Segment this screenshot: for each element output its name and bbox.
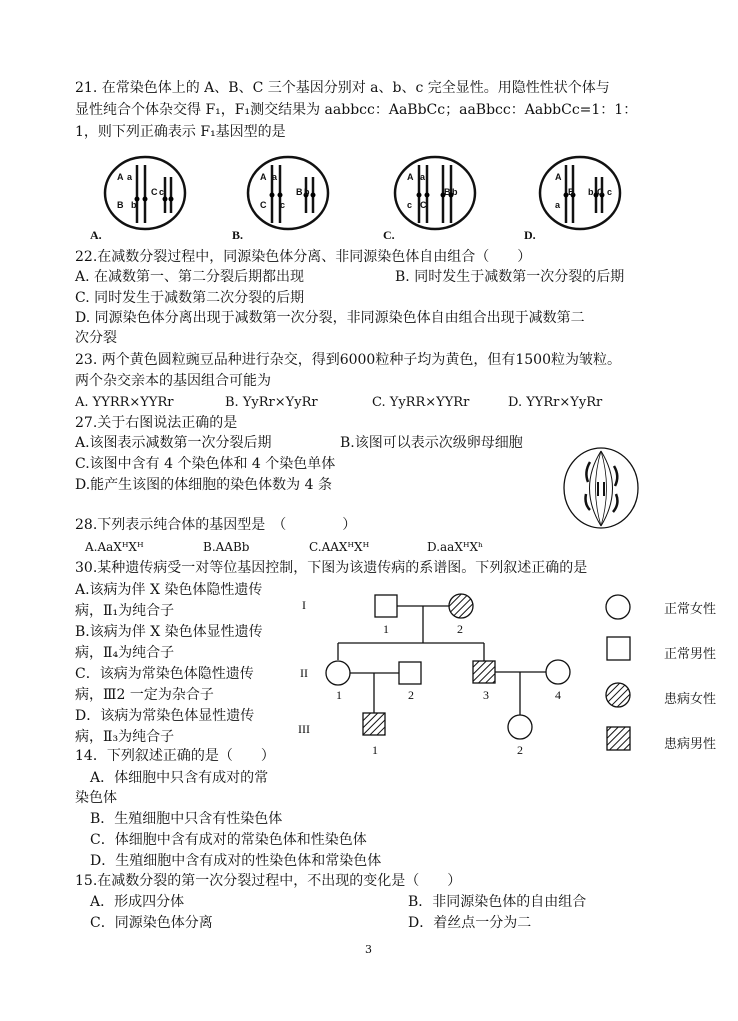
q14-option-a: A．体细胞中只含有成对的常	[90, 770, 269, 786]
q28-option-b: B.AABb	[203, 540, 250, 554]
legend-normal-male: 正常男性	[664, 647, 717, 662]
individual-number: 1	[372, 743, 378, 757]
q30-option-b-cont: 病，Ⅱ₄为纯合子	[75, 645, 175, 661]
q30-stem: 30.某种遗传病受一对等位基因控制，下图为该遗传病的系谱图。下列叙述正确的是	[75, 560, 588, 576]
gene-label: C	[151, 187, 158, 197]
q30-option-d-cont: 病，Ⅱ₃为纯合子	[75, 729, 175, 745]
gene-label: c	[280, 200, 286, 210]
q23-stem: 23. 两个黄色圆粒豌豆品种进行杂交，得到6000粒种子均为黄色，但有1500粒为皱粒。	[75, 352, 621, 368]
option-d-label: D.	[524, 228, 536, 242]
q21-line1: 21. 在常染色体上的 A、B、C 三个基因分别对 a、b、c 完全显性。用隐性性状个体与	[75, 80, 610, 96]
gene-label: B	[444, 187, 451, 197]
q27-option-d: D.能产生该图的体细胞的染色体数为 4 条	[75, 477, 332, 493]
q30-option-a-cont: 病，Ⅱ₁为纯合子	[75, 603, 175, 619]
gene-label: b	[588, 187, 594, 197]
gene-label: A	[260, 172, 267, 182]
q15-option-c: C．同源染色体分离	[90, 915, 213, 931]
q22-option-a: A. 在减数第一、第二分裂后期都出现	[75, 269, 305, 285]
q22-stem: 22.在减数分裂过程中，同源染色体分离、非同源染色体自由组合（ ）	[75, 249, 532, 265]
gene-label: A	[117, 172, 124, 182]
generation-label: III	[298, 722, 310, 736]
gene-label: B	[117, 200, 124, 210]
individual-number: 4	[555, 688, 561, 702]
gene-label: C	[260, 200, 267, 210]
q28-stem: 28.下列表示纯合体的基因型是 （ ）	[75, 517, 357, 533]
q28-option-a: A.AaXᴴXᴴ	[85, 540, 144, 554]
gene-label: A	[555, 172, 562, 182]
gene-label: b	[131, 200, 137, 210]
option-b-label: B.	[232, 228, 244, 242]
legend-affected-male: 患病男性	[664, 737, 717, 752]
q14-stem: 14．下列叙述正确的是（ ）	[75, 748, 275, 764]
q28-option-d: D.aaXᴴXʰ	[427, 540, 484, 554]
gene-label: b	[304, 187, 310, 197]
individual-number: 3	[483, 688, 489, 702]
q30-option-c: C．该病为常染色体隐性遗传	[75, 666, 254, 682]
q22-option-d: D. 同源染色体分离出现于减数第一次分裂，非同源染色体自由组合出现于减数第二	[75, 310, 585, 326]
individual-number: 2	[457, 622, 463, 636]
gene-label: B	[568, 187, 575, 197]
gene-label: a	[127, 172, 133, 182]
q22-option-c: C. 同时发生于减数第二次分裂的后期	[75, 290, 305, 306]
q21-line2: 显性纯合个体杂交得 F₁，F₁测交结果为 aabbcc：AaBbCc；aaBbcc：AabbCc=1：1：	[75, 102, 638, 118]
gene-label: B	[296, 187, 303, 197]
q15-stem: 15.在减数分裂的第一次分裂过程中，不出现的变化是（ ）	[75, 873, 462, 889]
cell-diagram-a	[105, 157, 185, 229]
q30-option-d: D．该病为常染色体显性遗传	[75, 708, 255, 724]
q23-option-b: B. YyRr×YyRr	[225, 395, 318, 410]
q14-option-c: C．体细胞中含有成对的常染色体和性染色体	[90, 832, 367, 848]
q30-option-a: A.该病为伴 X 染色体隐性遗传	[75, 582, 263, 598]
option-a-label: A.	[90, 228, 102, 242]
generation-label: I	[302, 598, 306, 612]
q30-option-c-cont: 病，Ⅲ2 一定为杂合子	[75, 687, 214, 703]
gene-label: a	[420, 172, 426, 182]
q14-option-d: D．生殖细胞中含有成对的性染色体和常染色体	[90, 853, 382, 869]
q23-option-c: C. YyRR×YYRr	[372, 395, 470, 410]
cell-division-diagram	[560, 444, 642, 534]
legend-affected-female: 患病女性	[664, 692, 717, 707]
cell-diagram-c	[395, 157, 475, 229]
q14-option-a-cont: 染色体	[75, 790, 117, 806]
gene-label: C	[597, 187, 604, 197]
q15-option-d: D．着丝点一分为二	[408, 915, 532, 931]
gene-label: A	[407, 172, 414, 182]
q27-option-b: B.该图可以表示次级卵母细胞	[340, 435, 523, 451]
individual-number: 2	[408, 688, 414, 702]
page-number: 3	[365, 943, 372, 956]
q21-line3: 1，则下列正确表示 F₁基因型的是	[75, 124, 286, 140]
cell-diagram-b	[248, 157, 328, 229]
individual-number: 2	[517, 743, 523, 757]
q27-option-a: A.该图表示减数第一次分裂后期	[75, 435, 272, 451]
q23-stem-cont: 两个杂交亲本的基因组合可能为	[75, 373, 271, 389]
legend-normal-female: 正常女性	[664, 602, 717, 617]
q22-option-d-cont: 次分裂	[75, 330, 117, 346]
gene-label: C	[420, 200, 427, 210]
q30-option-b: B.该病为伴 X 染色体显性遗传	[75, 624, 263, 640]
individual-number: 1	[336, 688, 342, 702]
option-c-label: C.	[383, 228, 395, 242]
gene-label: a	[272, 172, 278, 182]
generation-label: II	[300, 666, 308, 680]
individual-number: 1	[383, 622, 389, 636]
gene-label: a	[555, 200, 561, 210]
q27-stem: 27.关于右图说法正确的是	[75, 415, 238, 431]
q28-option-c: C.AAXᴴXᴴ	[309, 540, 370, 554]
q22-option-b: B. 同时发生于减数第一次分裂的后期	[395, 269, 625, 285]
q21-figures	[85, 150, 665, 248]
q14-option-b: B．生殖细胞中只含有性染色体	[90, 811, 283, 827]
gene-label: c	[407, 200, 413, 210]
gene-label: c	[607, 187, 613, 197]
q15-option-a: A．形成四分体	[90, 894, 185, 910]
q23-option-a: A. YYRR×YYRr	[75, 395, 174, 410]
q23-option-d: D. YYRr×YyRr	[508, 395, 603, 410]
q15-option-b: B．非同源染色体的自由组合	[408, 894, 587, 910]
gene-label: c	[159, 187, 165, 197]
q27-option-c: C.该图中含有 4 个染色体和 4 个染色单体	[75, 456, 336, 472]
gene-label: b	[452, 187, 458, 197]
